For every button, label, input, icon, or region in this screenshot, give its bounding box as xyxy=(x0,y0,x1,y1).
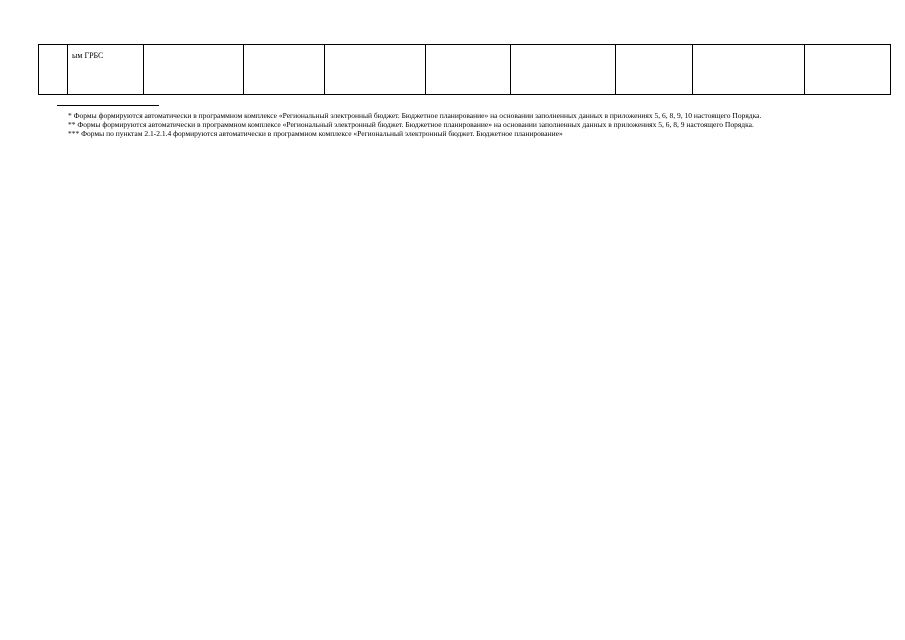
footnote-2: ** Формы формируются автоматически в программном комплексе «Региональный электронный бюджет. Бюджетное планирование» на основании заполненных данных в приложениях 5, 6, 8, 9 настоящего Порядка. xyxy=(68,120,754,130)
table-cell xyxy=(693,45,805,95)
table-row xyxy=(39,45,891,95)
footnote-3: *** Формы по пунктам 2.1-2.1.4 формируются автоматически в программном комплексе «Региональный электронный бюджет. Бюджетное планирование» xyxy=(68,129,563,139)
table-cell-grbs: ым ГРБС xyxy=(68,45,144,95)
table-cell xyxy=(426,45,511,95)
table-cell xyxy=(39,45,68,95)
table-fragment xyxy=(38,44,891,95)
table-cell xyxy=(511,45,616,95)
footnote-1: * Формы формируются автоматически в программном комплексе «Региональный электронный бюджет. Бюджетное планирование» на основании заполненных данных в приложениях 5, 6, 8, 9, 10 настоящего Порядка. xyxy=(68,111,762,120)
table-cell xyxy=(144,45,244,95)
footnotes xyxy=(40,111,886,139)
table-cell xyxy=(325,45,426,95)
table-cell xyxy=(805,45,891,95)
table-cell xyxy=(616,45,693,95)
footnote-separator xyxy=(57,105,159,106)
table-cell xyxy=(244,45,325,95)
